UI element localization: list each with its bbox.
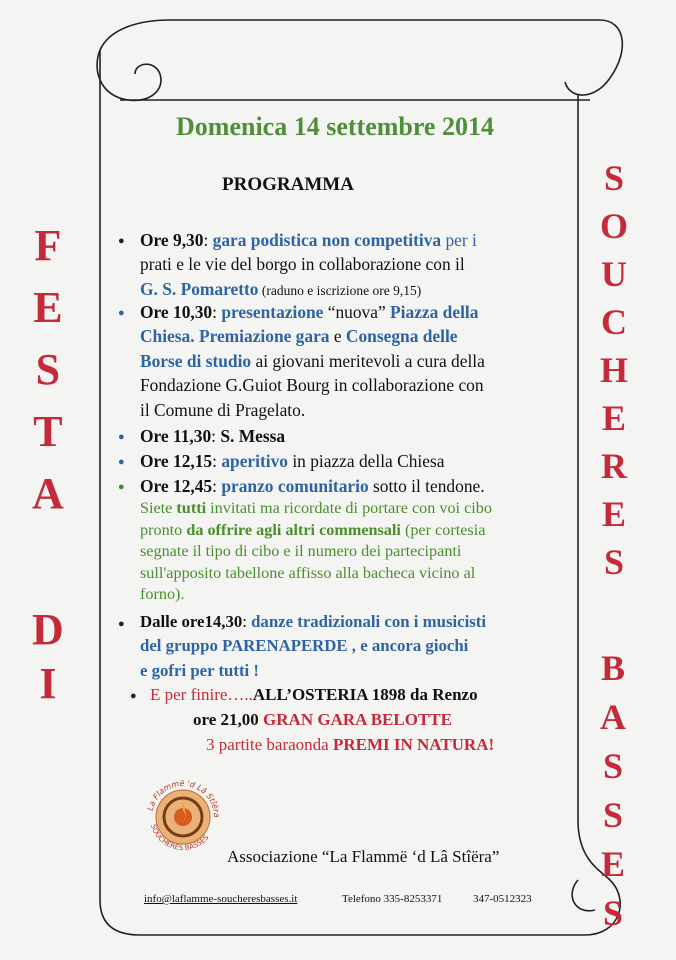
program-item-7-line1 — [150, 683, 478, 707]
program-item-4: Ore 12,15: aperitivo in piazza della Chiesa — [140, 451, 445, 471]
side-letter: S — [602, 893, 624, 933]
side-letter: B — [600, 648, 625, 688]
item-text: in piazza della Chiesa — [287, 451, 445, 471]
item-text: tutti — [176, 499, 207, 518]
item-event: e gofri per tutti ! — [140, 660, 259, 680]
item-time: ore 21,00 — [193, 710, 264, 729]
side-letter: S — [603, 542, 625, 582]
bullet: ● — [118, 307, 125, 319]
item-time: Ore 11,30 — [140, 426, 212, 446]
item-text: per i — [441, 230, 477, 250]
item-text: Siete — [140, 499, 177, 518]
item-venue: ALL’OSTERIA 1898 da Renzo — [252, 685, 478, 704]
event-date: Domenica 14 settembre 2014 — [176, 112, 494, 141]
side-letter: A — [600, 697, 626, 737]
item-note: (raduno e iscrizione ore 9,15) — [258, 282, 422, 298]
side-title-soucheres — [600, 160, 628, 592]
item-event: aperitivo — [221, 451, 288, 471]
side-title-festa — [32, 221, 64, 534]
item-text: invitati ma ricordate di portare con voi cibo — [206, 499, 492, 518]
item-event: danze tradizionali con i musicisti — [251, 612, 487, 631]
item-time: Ore 12,15 — [140, 451, 213, 471]
item-time: Ore 10,30 — [140, 302, 213, 322]
program-item-6: Dalle ore14,30: danze tradizionali con i musicisti del gruppo PARENAPERDE , e ancora giochi e gofri per tutti ! — [140, 612, 487, 680]
side-letter: C — [601, 302, 627, 342]
item-event: Consegna delle — [345, 326, 458, 347]
item-text: pronto — [140, 520, 187, 539]
item-event: S. Messa — [220, 426, 286, 446]
program-item-7-line2 — [193, 708, 452, 732]
bullet: ● — [118, 431, 125, 443]
item-text: segnate il tipo di cibo e il numero dei partecipanti — [140, 542, 462, 561]
item-event: Piazza della — [390, 302, 479, 322]
program-item-1: Ore 9,30: gara podistica non competitiva per i prati e le vie del borgo in collaborazione con il G. S. Pomaretto (raduno e iscrizione ore 9,15) — [140, 230, 477, 299]
side-letter: A — [32, 469, 64, 518]
logo-top-text: La Flammë 'd Lâ Stîëra — [145, 778, 222, 818]
association-name: Associazione “La Flammë ‘d Lâ Stîëra” — [227, 847, 500, 866]
association-logo — [138, 772, 228, 862]
item-text: prati e le vie del borgo in collaborazione con il — [140, 254, 465, 275]
item-event: pranzo comunitario — [221, 476, 369, 496]
bullet: ● — [118, 481, 125, 493]
item-event: presentazione — [221, 302, 324, 322]
bullet: ● — [118, 456, 125, 468]
side-letter: D — [32, 605, 64, 654]
item-text: ai giovani meritevoli a cura della — [251, 350, 485, 371]
item-event: Chiesa. Premiazione gara — [140, 326, 330, 347]
item-note-green — [140, 498, 565, 606]
side-letter: E — [602, 494, 627, 534]
side-letter: R — [601, 446, 627, 486]
item-event: gara podistica non competitiva — [212, 230, 442, 250]
program-item-2: Ore 10,30: presentazione “nuova” Piazza della Chiesa. Premiazione gara e Consegna delle Borse di studio ai giovani meritevoli a cura della Fondazione G.Guiot Bourg in collaborazione con il Comune di Pragelato. — [140, 302, 485, 420]
item-text: 3 partite baraonda — [206, 735, 333, 754]
item-text: (per cortesia — [400, 520, 486, 539]
program-item-3: Ore 11,30: S. Messa — [140, 426, 286, 446]
bullet: ● — [130, 690, 137, 702]
item-prize: PREMI IN NATURA! — [332, 735, 495, 754]
side-letter: E — [602, 398, 627, 438]
item-text: e — [329, 326, 346, 347]
item-text: sull'apposito tabellone affisso alla bacheca vicino al — [140, 563, 476, 582]
item-time: Ore 12,45 — [140, 476, 213, 496]
side-letter: T — [33, 407, 63, 456]
side-letter: S — [602, 746, 624, 786]
side-title-basses — [600, 650, 626, 944]
program-title: PROGRAMMA — [222, 174, 354, 195]
contact-phone-2: 347-0512323 — [473, 893, 532, 905]
item-text: forno). — [140, 585, 185, 604]
item-text: il Comune di Pragelato. — [140, 399, 306, 420]
item-event: Borse di studio — [140, 350, 252, 371]
side-letter: F — [34, 221, 62, 270]
item-text: sotto il tendone. — [368, 476, 485, 496]
side-letter: S — [603, 158, 625, 198]
side-letter: E — [600, 844, 625, 884]
item-time: Dalle ore14,30 — [140, 612, 243, 631]
bullet: ● — [118, 618, 125, 630]
item-org: G. S. Pomaretto — [140, 278, 259, 299]
item-intro: E per finire….. — [150, 685, 253, 704]
side-letter: O — [600, 206, 629, 246]
contact-phone-1: Telefono 335-8253371 — [342, 893, 443, 905]
item-time: Ore 9,30 — [140, 230, 204, 250]
side-letter: U — [601, 254, 627, 294]
item-event: GRAN GARA BELOTTE — [263, 710, 452, 729]
contact-email[interactable]: info@laflamme-soucheresbasses.it — [144, 893, 298, 905]
side-letter: S — [35, 345, 61, 394]
side-title-di — [32, 605, 64, 716]
item-text: Fondazione G.Guiot Bourg in collaborazione con — [140, 375, 484, 396]
item-text: “nuova” — [323, 302, 391, 322]
side-letter: I — [39, 659, 57, 708]
side-letter: S — [602, 795, 624, 835]
side-letter: E — [33, 283, 63, 332]
program-item-5: Ore 12,45: pranzo comunitario sotto il tendone. Siete tutti invitati ma ricordate di portare con voi cibo pronto da offrire agli altri commensali (per cortesia segnate il tipo di cibo e il numero dei partecipanti sull'apposito tabellone affisso alla bacheca vicino al forno). — [140, 474, 565, 606]
item-text: da offrire agli altri commensali — [186, 520, 401, 539]
bullet: ● — [118, 235, 125, 247]
program-item-7-line3 — [206, 733, 494, 757]
side-letter: H — [600, 350, 629, 390]
item-event: del gruppo PARENAPERDE , e ancora giochi — [140, 636, 469, 656]
logo-bottom-text: SOUCHERES BASSES — [149, 823, 211, 853]
